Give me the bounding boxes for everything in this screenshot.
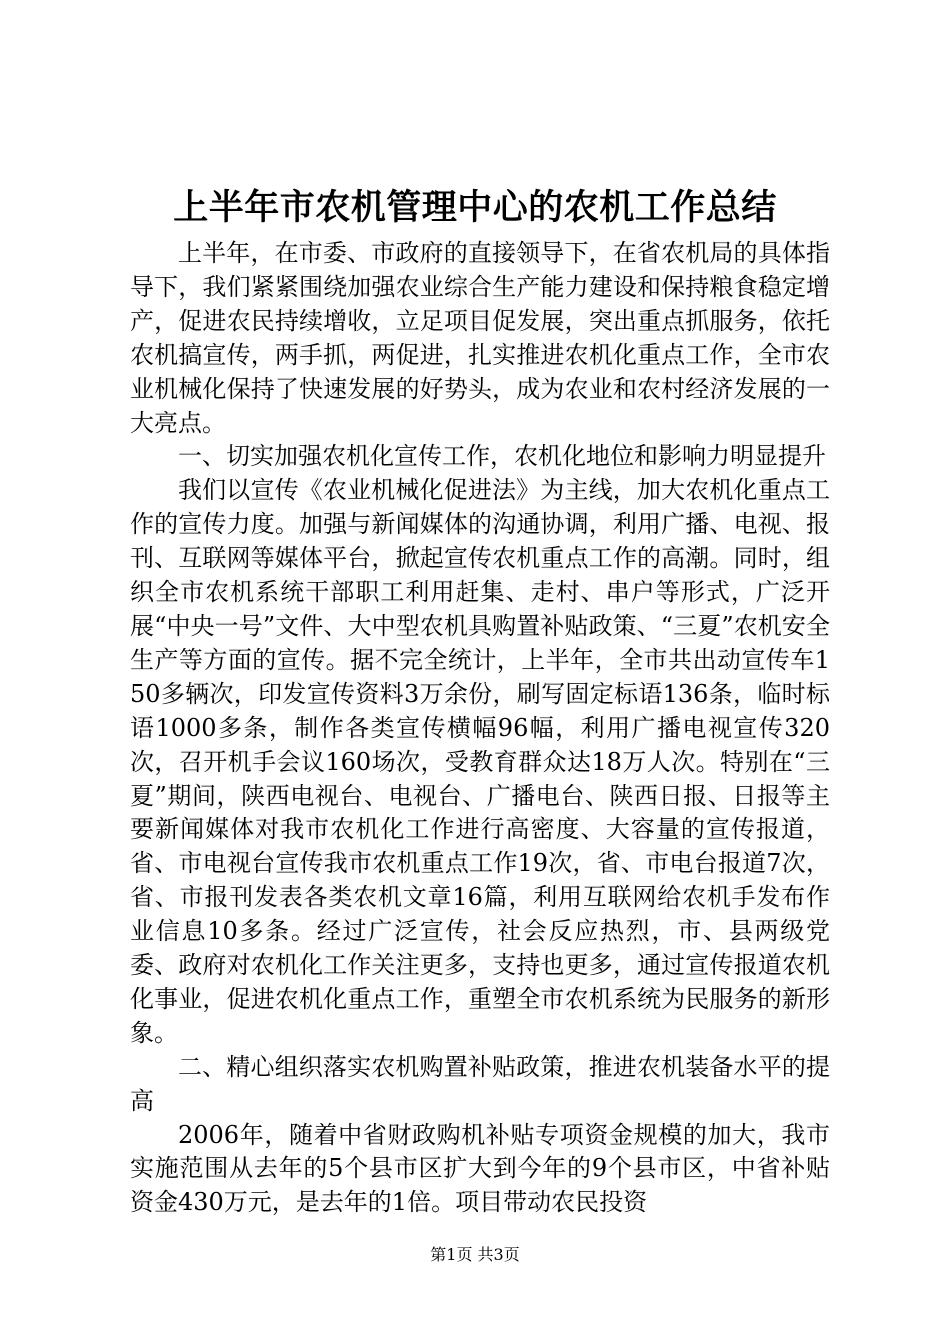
page-number-footer: 第1页 共3页: [430, 1245, 520, 1264]
paragraph-intro: 上半年，在市委、市政府的直接领导下，在省农机局的具体指导下，我们紧紧围绕加强农业综合生产能力建设和保持粮食稳定增产，促进农民持续增收，立足项目促发展，突出重点抓服务，依托农机搞宣传，两手抓，两促进，扎实推进农机化重点工作，全市农业机械化保持了快速发展的好势头，成为农业和农村经济发展的一大亮点。: [130, 239, 830, 437]
paragraph-publicity: 我们以宣传《农业机械化促进法》为主线，加大农机化重点工作的宣传力度。加强与新闻媒体的沟通协调，利用广播、电视、报刊、互联网等媒体平台，掀起宣传农机重点工作的高潮。同时，组织全市农机系统干部职工利用赶集、走村、串户等形式，广泛开展“中央一号”文件、大中型农机具购置补贴政策、“三夏”农机安全生产等方面的宣传。据不完全统计，上半年，全市共出动宣传车150多辆次，印发宣传资料3万余份，刷写固定标语136条，临时标语1000多条，制作各类宣传横幅96幅，利用广播电视宣传320次，召开机手会议160场次，受教育群众达18万人次。特别在“三夏”期间，陕西电视台、电视台、广播电台、陕西日报、日报等主要新闻媒体对我市农机化工作进行高密度、大容量的宣传报道，省、市电视台宣传我市农机重点工作19次，省、市电台报道7次，省、市报刊发表各类农机文章16篇，利用互联网给农机手发布作业信息10多条。经过广泛宣传，社会反应热烈，市、县两级党委、政府对农机化工作关注更多，支持也更多，通过宣传报道农机化事业，促进农机化重点工作，重塑全市农机系统为民服务的新形象。: [130, 476, 830, 1047]
section-heading-2: 二、精心组织落实农机购置补贴政策，推进农机装备水平的提高: [130, 1052, 830, 1115]
section-heading-1: 一、切实加强农机化宣传工作，农机化地位和影响力明显提升: [178, 442, 826, 471]
document-title: 上半年市农机管理中心的农机工作总结: [173, 187, 777, 228]
paragraph-subsidy: 2006年，随着中省财政购机补贴专项资金规模的加大，我市实施范围从去年的5个县市区扩大到今年的9个县市区，中省补贴资金430万元，是去年的1倍。项目带动农民投资: [130, 1120, 830, 1217]
document-body: [130, 237, 830, 1220]
